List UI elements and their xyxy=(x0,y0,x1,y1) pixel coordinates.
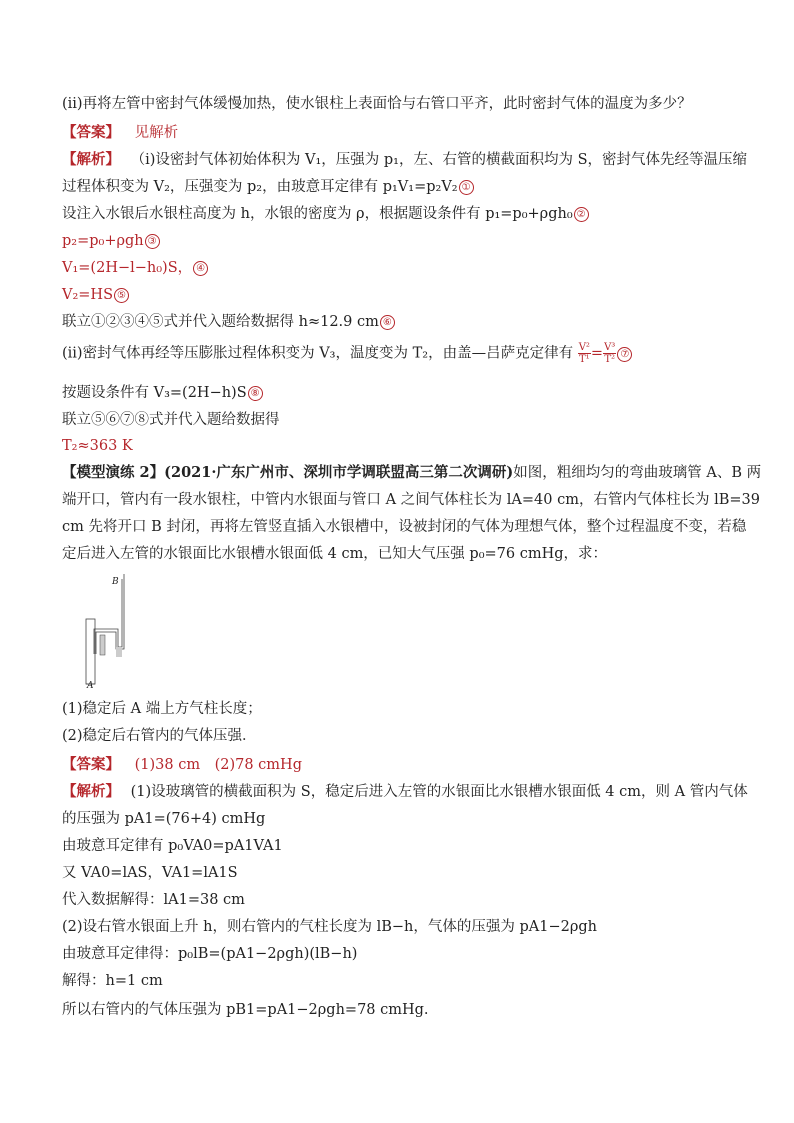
circled-5: ⑤ xyxy=(114,288,129,303)
analysis2-line-1: 【解析】 (1)设玻璃管的横截面积为 S，稳定后进入左管的水银面比水银槽水银面低 4 cm，则 A 管内气体 xyxy=(62,783,748,800)
analysis-line-2: 过程体积变为 V₂，压强变为 p₂，由玻意耳定律有 p₁V₁=p₂V₂ ① xyxy=(62,178,474,196)
circled-6: ⑥ xyxy=(380,315,395,330)
analysis2-line-7: 由玻意耳定律得：p₀lB=(pA1−2ρgh)(lB−h) xyxy=(62,946,358,962)
question-1: (1)稳定后 A 端上方气柱长度； xyxy=(62,701,262,717)
figure-label-b: B xyxy=(112,577,119,587)
figure-label-a: A xyxy=(87,681,94,689)
analysis2-line-2: 的压强为 pA1=(76+4) cmHg xyxy=(62,811,266,827)
answer-line-2 xyxy=(62,756,302,774)
analysis-line-10: 联立⑤⑥⑦⑧式并代入题给数据得 xyxy=(62,412,280,428)
analysis-label: 【解析】 xyxy=(62,783,120,800)
model-line-2: 端开口，管内有一段水银柱，中管内水银面与管口 A 之间气体柱长为 lA=40 cm，右管内气体柱长为 lB=39 xyxy=(62,492,760,508)
analysis-line-4: p₂=p₀+ρgh ③ xyxy=(62,232,160,250)
circled-7: ⑦ xyxy=(617,347,632,362)
analysis2-line-6: (2)设右管水银面上升 h，则右管内的气柱长度为 lB−h，气体的压强为 pA1−2ρgh xyxy=(62,919,597,935)
question-2: (2)稳定后右管内的气体压强． xyxy=(62,728,257,744)
u-tube-figure xyxy=(78,574,138,689)
circled-3: ③ xyxy=(145,234,160,249)
model-source: (2021·广东广州市、深圳市学调联盟高三第二次调研) xyxy=(164,464,514,481)
analysis-text: （ⅰ)设密封气体初始体积为 V₁，压强为 p₁，左、右管的横截面积均为 S，密封气体先经等温压缩 xyxy=(130,152,748,168)
analysis2-line-9: 所以右管内的气体压强为 pB1=pA1−2ρgh=78 cmHg. xyxy=(62,1002,429,1018)
analysis-line-6: V₂=HS ⑤ xyxy=(62,286,129,304)
fraction-right: $\frac{\text{V³}}{\text{T²}}$ xyxy=(604,342,616,365)
q2-prompt: (ⅱ)再将左管中密封气体缓慢加热，使水银柱上表面恰与右管口平齐，此时密封气体的温度为多少？ xyxy=(62,96,692,112)
analysis2-line-8: 解得：h=1 cm xyxy=(62,973,163,989)
analysis2-line-4: 又 VA0=lAS，VA1=lA1S xyxy=(62,865,238,881)
answer-line-1 xyxy=(62,124,178,142)
answer-label: 【答案】 xyxy=(62,756,120,773)
model-line-1: 【模型演练 2】(2021·广东广州市、深圳市学调联盟高三第二次调研)如图，粗细均匀的弯曲玻璃管 A、B 两 xyxy=(62,464,762,481)
model-tag: 【模型演练 2】 xyxy=(62,464,165,481)
analysis-line-5: V₁=(2H−l−h₀)S， ④ xyxy=(62,259,208,277)
model-line-3: cm 先将开口 B 封闭，再将左管竖直插入水银槽中，设被封闭的气体为理想气体，整个过程温度不变，若稳 xyxy=(62,519,747,535)
fraction-left: $\frac{\text{V²}}{\text{T¹}}$ xyxy=(578,342,590,365)
analysis-line-1 xyxy=(62,151,747,169)
model-line-4: 定后进入左管的水银面比水银槽水银面低 4 cm，已知大气压强 p₀=76 cmHg，求： xyxy=(62,546,608,562)
analysis-line-11: T₂≈363 K xyxy=(62,438,133,454)
answer-text: 见解析 xyxy=(134,125,179,141)
circled-2: ② xyxy=(574,207,589,222)
analysis-line-8: (ⅱ)密封气体再经等压膨胀过程体积变为 V₃，温度变为 T₂，由盖—吕萨克定律有 $\frac{\text{V²}}{\text{T¹}}$ = $\frac{\text{V³}}{\text{T²}}$ ⑦ xyxy=(62,342,632,365)
circled-8: ⑧ xyxy=(248,386,263,401)
analysis-line-7: 联立①②③④⑤式并代入题给数据得 h≈12.9 cm ⑥ xyxy=(62,313,395,331)
answer-text: (1)38 cm (2)78 cmHg xyxy=(134,757,302,773)
analysis2-line-5: 代入数据解得：lA1=38 cm xyxy=(62,892,245,908)
analysis-line-9: 按题设条件有 V₃=(2H−h)S ⑧ xyxy=(62,384,263,402)
analysis-label: 【解析】 xyxy=(62,151,120,168)
circled-4: ④ xyxy=(193,261,208,276)
answer-label: 【答案】 xyxy=(62,124,120,141)
analysis2-line-3: 由玻意耳定律有 p₀VA0=pA1VA1 xyxy=(62,838,283,854)
circled-1: ① xyxy=(459,180,474,195)
analysis-line-3: 设注入水银后水银柱高度为 h，水银的密度为 ρ，根据题设条件有 p₁=p₀+ρgh₀ ② xyxy=(62,205,589,223)
